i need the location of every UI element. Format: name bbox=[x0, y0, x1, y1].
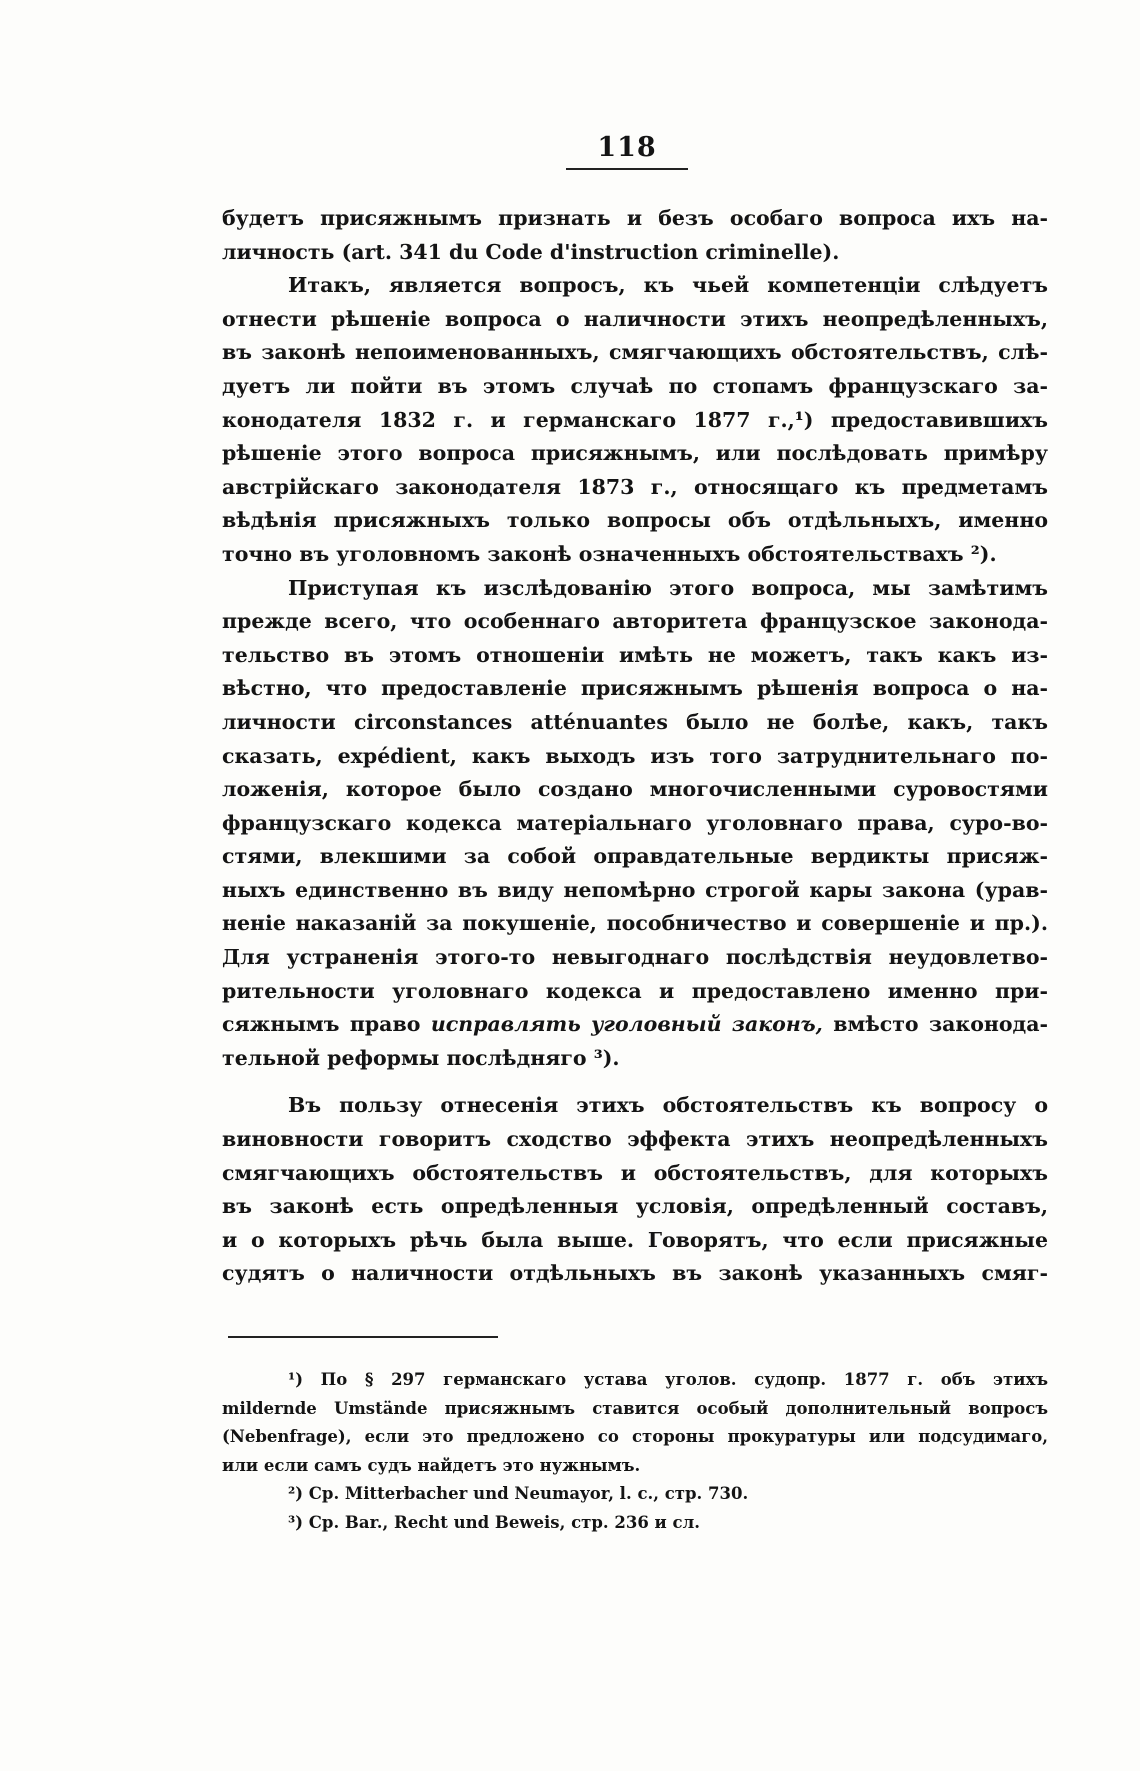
text-line: тельство въ этомъ отношеніи имѣть не можетъ, такъ какъ из- bbox=[222, 642, 1048, 667]
paragraph-gap bbox=[222, 1075, 1048, 1089]
text-line: отнести рѣшеніе вопроса о наличности этихъ неопредѣленныхъ, bbox=[222, 306, 1048, 331]
text-line: личности circonstances atténuantes было не болѣе, какъ, такъ bbox=[222, 709, 1048, 734]
body-text bbox=[222, 202, 1048, 1291]
footnote-1 bbox=[222, 1366, 1048, 1480]
text-line: тельной реформы послѣдняго ³). bbox=[222, 1045, 620, 1070]
text-line: будетъ присяжнымъ признать и безъ особаго вопроса ихъ на- bbox=[222, 206, 1048, 230]
text-fragment: сяжнымъ право bbox=[222, 1012, 431, 1037]
text-line: точно въ уголовномъ законѣ означенныхъ обстоятельствахъ ²). bbox=[222, 541, 997, 566]
text-line: Итакъ, является вопросъ, къ чьей компетенціи слѣдуетъ bbox=[288, 273, 1048, 298]
text-line: виновности говоритъ сходство эффекта этихъ неопредѣленныхъ bbox=[222, 1127, 1048, 1152]
text-line: рительности уголовнаго кодекса и предоставлено именно при- bbox=[222, 978, 1048, 1003]
footnote-2: ²) Ср. Mitterbacher und Neumayor, l. c., стр. 730. bbox=[288, 1484, 749, 1503]
text-line: смягчающихъ обстоятельствъ и обстоятельствъ, для которыхъ bbox=[222, 1160, 1048, 1185]
paragraph-3 bbox=[222, 572, 1048, 1076]
text-line: конодателя 1832 г. и германскаго 1877 г.,¹) предоставившихъ bbox=[222, 407, 1048, 432]
text-line: австрійскаго законодателя 1873 г., относящаго къ предметамъ bbox=[222, 474, 1048, 499]
text-line: въ законѣ есть опредѣленныя условія, опредѣленный составъ, bbox=[222, 1194, 1048, 1219]
text-line: рѣшеніе этого вопроса присяжнымъ, или послѣдовать примѣру bbox=[222, 441, 1048, 466]
text-line: личность (art. 341 du Code d'instruction criminelle). bbox=[222, 239, 840, 264]
text-line: Для устраненія этого-то невыгоднаго послѣдствія неудовлетво- bbox=[222, 945, 1048, 970]
text-line: ложенія, которое было создано многочисленными суровостями bbox=[222, 777, 1048, 802]
text-line: французскаго кодекса матеріальнаго уголовнаго права, суро-во- bbox=[222, 810, 1048, 835]
footnote-line: ¹) По § 297 германскаго устава уголов. судопр. 1877 г. объ этихъ bbox=[288, 1370, 1048, 1389]
text-line: прежде всего, что особеннаго авторитета французское законода- bbox=[222, 609, 1048, 634]
footnote-line: или если самъ судъ найдетъ это нужнымъ. bbox=[222, 1455, 641, 1475]
footnote-3: ³) Ср. Bar., Recht und Beweis, стр. 236 и сл. bbox=[288, 1512, 700, 1532]
page-number: 118 bbox=[597, 132, 657, 163]
footnote-line: (Nebenfrage), если это предложено со стороны прокуратуры или подсудимаго, bbox=[222, 1427, 1048, 1446]
text-line: вѣдѣнія присяжныхъ только вопросы объ отдѣльныхъ, именно bbox=[222, 508, 1048, 533]
text-line: дуетъ ли пойти въ этомъ случаѣ по стопамъ французскаго за- bbox=[222, 373, 1048, 398]
text-line bbox=[222, 1008, 1048, 1042]
text-line: судятъ о наличности отдѣльныхъ въ законѣ указанныхъ смяг- bbox=[222, 1261, 1048, 1286]
footnote-line: milderndе Umstände присяжнымъ ставится особый дополнительный вопросъ bbox=[222, 1398, 1048, 1418]
text-fragment: вмѣсто законода- bbox=[822, 1012, 1048, 1037]
text-line: стями, влекшими за собой оправдательные вердикты присяж- bbox=[222, 844, 1048, 869]
page-number-rule bbox=[566, 168, 688, 170]
text-line: Приступая къ изслѣдованію этого вопроса, мы замѣтимъ bbox=[288, 575, 1048, 600]
text-line: вѣстно, что предоставленіе присяжнымъ рѣшенія вопроса о на- bbox=[222, 676, 1048, 701]
paragraph-4 bbox=[222, 1089, 1048, 1291]
footnotes bbox=[222, 1366, 1048, 1537]
text-line: сказать, expédient, какъ выходъ изъ того затруднительнаго по- bbox=[222, 743, 1048, 768]
text-line: ныхъ единственно въ виду непомѣрно строгой кары закона (урав- bbox=[222, 877, 1048, 902]
text-line: и о которыхъ рѣчь была выше. Говорятъ, что если присяжные bbox=[222, 1227, 1048, 1252]
text-line: въ законѣ непоименованныхъ, смягчающихъ обстоятельствъ, слѣ- bbox=[222, 340, 1048, 365]
italic-emphasis: исправлять уголовный законъ, bbox=[430, 1012, 823, 1037]
text-line: неніе наказаній за покушеніе, пособничество и совершеніе и пр.). bbox=[222, 911, 1048, 936]
paragraph-2 bbox=[222, 269, 1048, 571]
paragraph-1 bbox=[222, 202, 1048, 269]
text-line: Въ пользу отнесенія этихъ обстоятельствъ къ вопросу о bbox=[288, 1093, 1048, 1118]
footnote-separator bbox=[228, 1336, 498, 1338]
